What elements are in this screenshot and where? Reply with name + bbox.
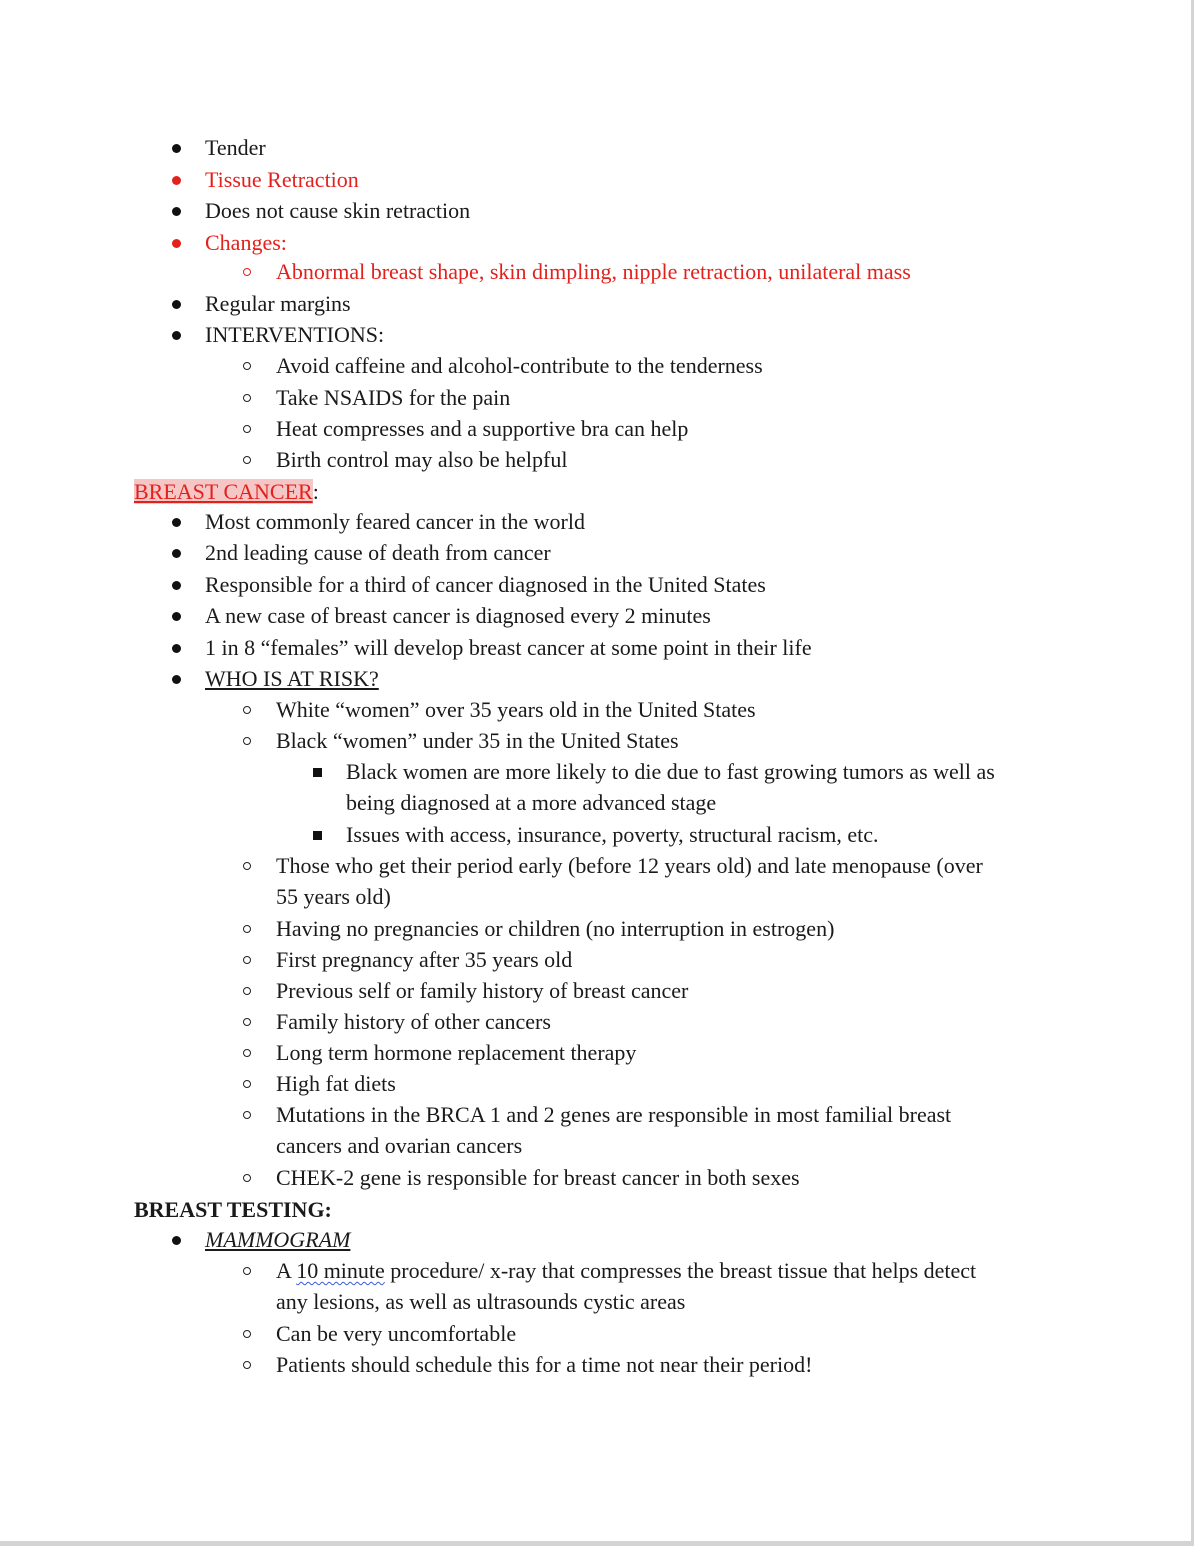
bullet-disc	[172, 518, 181, 527]
risk-item: Long term hormone replacement therapy	[276, 1040, 637, 1065]
bullet-circle	[243, 1049, 251, 1057]
mammogram-item-prefix: A	[276, 1258, 297, 1283]
bullet-disc	[172, 644, 181, 653]
bullet-circle	[243, 268, 251, 276]
intervention-item: Avoid caffeine and alcohol-contribute to the tenderness	[276, 353, 763, 378]
list-item-changes: Changes:	[205, 230, 287, 255]
risk-item-continued: 55 years old)	[276, 884, 391, 909]
cancer-fact-item: A new case of breast cancer is diagnosed every 2 minutes	[205, 603, 711, 628]
risk-item: CHEK-2 gene is responsible for breast cancer in both sexes	[276, 1165, 800, 1190]
risk-item: High fat diets	[276, 1071, 396, 1096]
list-item-regular-margins: Regular margins	[205, 291, 351, 316]
risk-item: Black “women” under 35 in the United States	[276, 728, 679, 753]
mammogram-heading: MAMMOGRAM	[205, 1227, 351, 1252]
breast-cancer-heading-colon: :	[312, 479, 319, 504]
risk-subitem: Black women are more likely to die due to fast growing tumors as well as	[346, 759, 995, 784]
cancer-fact-item: Most commonly feared cancer in the world	[205, 509, 585, 534]
risk-item: White “women” over 35 years old in the United States	[276, 697, 756, 722]
cancer-fact-item: Responsible for a third of cancer diagnosed in the United States	[205, 572, 766, 597]
risk-item-continued: cancers and ovarian cancers	[276, 1133, 523, 1158]
bullet-disc	[172, 549, 181, 558]
bullet-circle	[243, 925, 251, 933]
bullet-circle	[243, 362, 251, 370]
mammogram-item-rest: procedure/ x-ray that compresses the breast tissue that helps detect	[384, 1258, 977, 1283]
bullet-circle	[243, 1361, 251, 1369]
bullet-disc	[172, 1236, 181, 1245]
bullet-circle	[243, 425, 251, 433]
list-item-changes-detail: Abnormal breast shape, skin dimpling, nipple retraction, unilateral mass	[276, 259, 911, 284]
cancer-fact-item: 1 in 8 “females” will develop breast cancer at some point in their life	[205, 635, 812, 660]
list-item-tender: Tender	[205, 135, 266, 160]
bullet-square	[313, 768, 322, 777]
intervention-item: Heat compresses and a supportive bra can help	[276, 416, 689, 441]
risk-subitem: Issues with access, insurance, poverty, structural racism, etc.	[346, 822, 879, 847]
bullet-circle	[243, 1080, 251, 1088]
bullet-circle	[243, 1267, 251, 1275]
bullet-circle	[243, 706, 251, 714]
bullet-circle	[243, 1018, 251, 1026]
list-item-tissue-retraction: Tissue Retraction	[205, 167, 359, 192]
bullet-circle	[243, 987, 251, 995]
risk-subitem-continued: being diagnosed at a more advanced stage	[346, 790, 717, 815]
bullet-disc	[172, 331, 181, 340]
bullet-disc	[172, 612, 181, 621]
bullet-circle	[243, 737, 251, 745]
mammogram-item	[276, 1258, 976, 1284]
bullet-disc	[172, 144, 181, 153]
bullet-disc	[172, 300, 181, 309]
risk-item: Family history of other cancers	[276, 1009, 551, 1034]
risk-item: Those who get their period early (before 12 years old) and late menopause (over	[276, 853, 983, 878]
mammogram-item: Patients should schedule this for a time not near their period!	[276, 1352, 813, 1377]
risk-heading: WHO IS AT RISK?	[205, 666, 379, 691]
bullet-square	[313, 831, 322, 840]
bullet-disc	[172, 207, 181, 216]
risk-item: Mutations in the BRCA 1 and 2 genes are responsible in most familial breast	[276, 1102, 952, 1127]
mammogram-item: Can be very uncomfortable	[276, 1321, 517, 1346]
cancer-fact-item: 2nd leading cause of death from cancer	[205, 540, 551, 565]
risk-item: Having no pregnancies or children (no interruption in estrogen)	[276, 916, 835, 941]
list-item-no-skin-retraction: Does not cause skin retraction	[205, 198, 471, 223]
bullet-circle	[243, 1111, 251, 1119]
bullet-circle	[243, 1330, 251, 1338]
risk-item: Previous self or family history of breast cancer	[276, 978, 689, 1003]
bullet-disc	[172, 239, 181, 248]
bullet-circle	[243, 956, 251, 964]
intervention-item: Birth control may also be helpful	[276, 447, 568, 472]
bullet-circle	[243, 456, 251, 464]
bullet-circle	[243, 862, 251, 870]
breast-cancer-heading-text: BREAST CANCER	[134, 479, 313, 504]
breast-cancer-heading	[134, 479, 319, 505]
spellcheck-flagged-text[interactable]: 10 minute	[296, 1258, 385, 1283]
breast-testing-heading: BREAST TESTING:	[134, 1197, 332, 1222]
bullet-disc	[172, 176, 181, 185]
intervention-item: Take NSAIDS for the pain	[276, 385, 511, 410]
mammogram-item-continued: any lesions, as well as ultrasounds cystic areas	[276, 1289, 686, 1314]
bullet-circle	[243, 1174, 251, 1182]
list-item-interventions: INTERVENTIONS:	[205, 322, 385, 347]
bullet-disc	[172, 675, 181, 684]
risk-item: First pregnancy after 35 years old	[276, 947, 573, 972]
bullet-circle	[243, 394, 251, 402]
bullet-disc	[172, 581, 181, 590]
